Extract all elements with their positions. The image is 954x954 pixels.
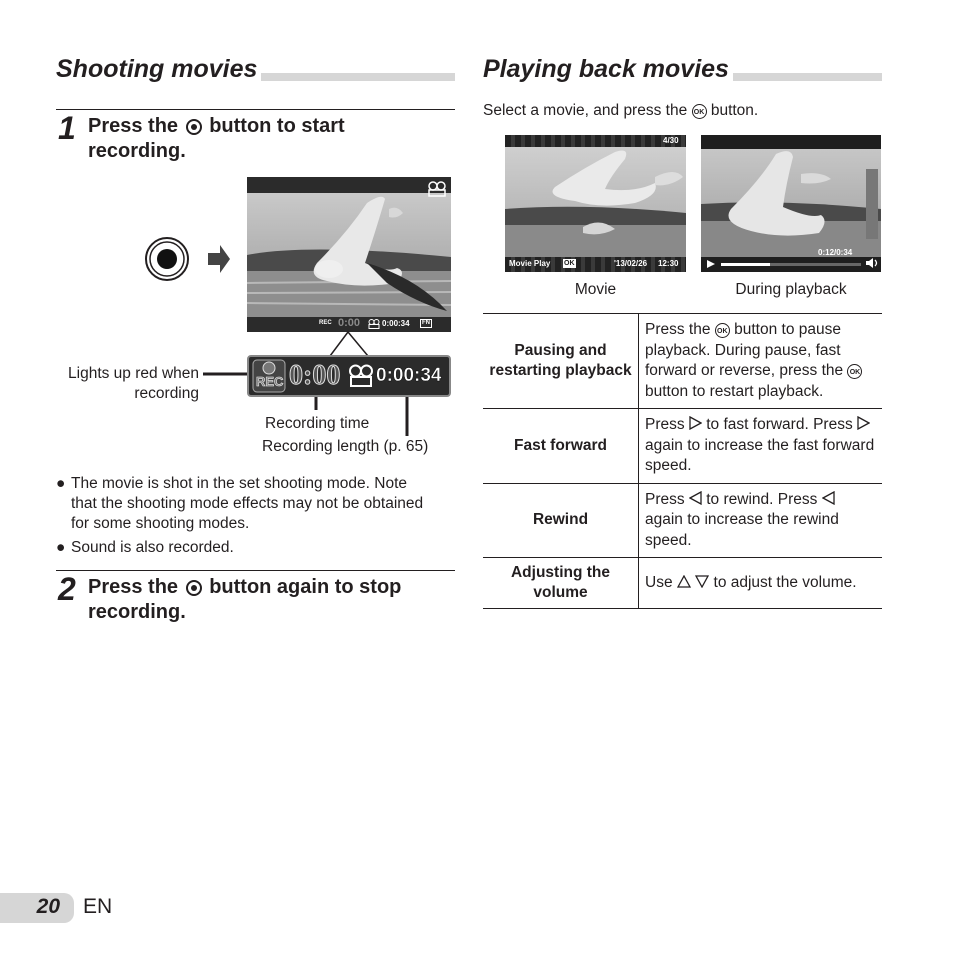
playback-time: 0:12/0:34 [818,248,853,257]
step-1-number: 1 [58,110,76,146]
bullet-dot: ● [56,539,66,556]
bullet-1-line1: The movie is shot in the set shooting mode. Note [71,475,408,492]
ok-button-icon: OK [692,104,707,119]
arrow-right-icon [208,245,230,273]
play-icon [706,259,716,269]
desc-part: Press [645,490,685,508]
desc-part: Press the [645,321,711,338]
down-arrow-icon [695,575,709,588]
record-button-illustration [140,232,235,286]
film-strip-top [505,135,686,147]
playback-progress-track[interactable] [721,263,861,266]
zoom-recording-time: 0:00 [289,360,341,391]
screen-length-icon [368,319,380,329]
playback-progress-fill [721,263,770,266]
section-title-playback: Playing back movies [483,54,733,84]
callout-lights-line2: recording [134,385,199,402]
step-2-number: 2 [58,571,76,607]
step-1-text-after: button to start [209,115,345,137]
step-1-text-before: Press the [88,115,179,137]
row-description [639,409,883,484]
row-description [639,314,883,409]
zoom-length-icon [348,364,374,388]
ok-button-icon: OK [847,364,862,379]
intro-after: button. [710,102,759,119]
step-2-text-after: button again to stop [209,576,402,598]
callout-recording-length: Recording length (p. 65) [262,438,429,455]
bullet-2-line1: Sound is also recorded. [71,539,234,556]
callout-lights-line1: Lights up red when [68,365,199,382]
step-2-rule [56,570,455,571]
row-heading: Pausing and restarting playback [483,314,639,409]
step-2-text-line2: recording. [88,601,186,623]
playback-caption: During playback [735,281,847,298]
volume-icon [865,257,879,269]
row-heading: Fast forward [483,409,639,484]
desc-part: to fast forward. Press [706,416,853,433]
movie-date: '13/02/26 [614,259,648,268]
zoomed-status-bar [247,355,451,397]
movie-caption: Movie [574,281,617,298]
desc-part: to rewind. Press [706,490,818,508]
step-1-text-line2: recording. [88,140,186,162]
callout-recording-time: Recording time [265,415,370,432]
step-2-text-before: Press the [88,576,179,598]
seagull-photo [247,193,451,317]
playback-operations-table [483,313,882,609]
desc-part: button to restart playback. [645,382,824,400]
table-row [483,483,882,558]
movie-counter: 4/30 [663,136,679,145]
step-2-text [88,575,401,625]
movie-mode-icon [427,181,447,197]
ok-button-icon: OK [715,323,730,338]
record-button-icon [186,580,202,596]
section-title-shooting: Shooting movies [56,54,261,84]
record-button-icon [186,119,202,135]
row-heading: Adjusting the volume [483,558,639,609]
desc-part: to adjust the volume. [713,573,857,591]
screen-recording-time: 0:00 [338,317,361,329]
desc-part: Press [645,416,685,433]
table-row [483,314,882,409]
bullet-1-line2: that the shooting mode effects may not be obtained [71,495,424,512]
seagull-photo [505,147,686,257]
table-row [483,558,882,609]
row-description [639,558,883,609]
callout-lights-up [56,364,199,404]
bullet-dot: ● [56,475,66,492]
bullet-item [56,474,456,534]
movie-ok-badge: OK [564,260,575,267]
left-arrow-icon [822,491,835,505]
movie-time: 12:30 [658,259,679,268]
screen-rec-label: REC [319,320,332,326]
recording-screen [247,177,451,332]
desc-part: again to increase the rewind speed. [645,511,839,549]
movie-screen [505,135,686,272]
zoom-recording-length: 0:00:34 [376,365,442,386]
movie-mode-label: Movie Play [509,259,551,268]
desc-part: button to pause playback. During pause, fast forward or reverse, press the [645,321,844,379]
screen-recording-length: 0:00:34 [382,319,410,328]
intro-before: Select a movie, and press the [483,102,688,119]
up-arrow-icon [677,575,691,588]
page-number-tab [0,893,74,923]
screen-badge: FN [422,320,430,326]
right-arrow-icon [857,416,870,430]
playback-screen [701,135,881,272]
row-heading: Rewind [483,483,639,558]
playback-intro [483,101,758,121]
page-number: 20 [36,895,60,918]
table-row [483,409,882,484]
right-arrow-icon [689,416,702,430]
left-arrow-icon [689,491,702,505]
step-1-text [88,114,345,164]
bullet-1-line3: for some shooting modes. [71,515,250,532]
desc-part: Use [645,573,673,591]
desc-part: again to increase the fast forward speed. [645,436,875,474]
seagull-photo [701,149,881,257]
zoom-rec-label: REC [256,374,284,389]
step-1-rule [56,109,455,110]
language-label: EN [83,895,113,918]
bullet-item [56,538,456,558]
row-description [639,483,883,558]
